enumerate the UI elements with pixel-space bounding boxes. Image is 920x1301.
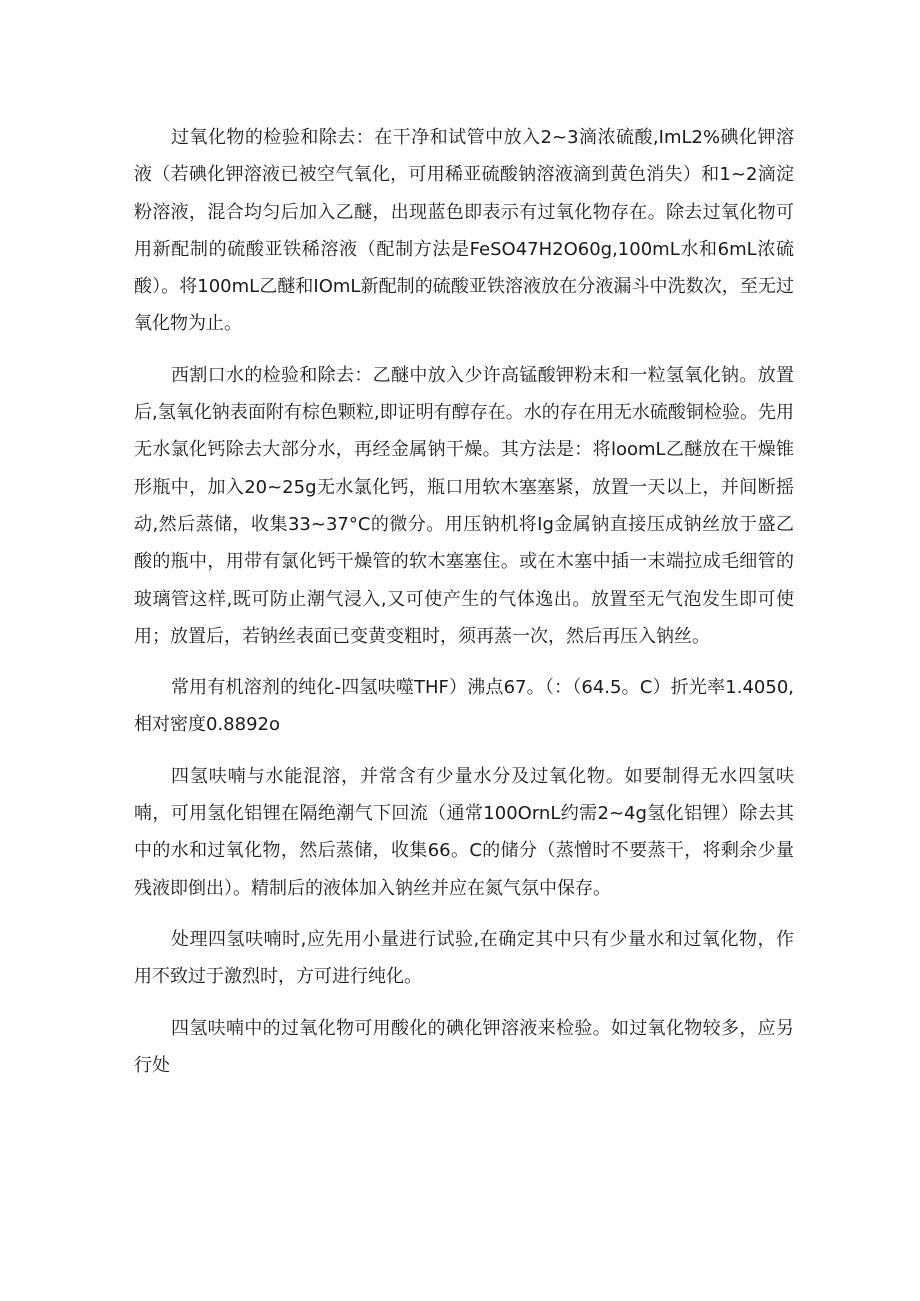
document-body — [134, 119, 794, 1084]
paragraph-thf-drying: 四氢呋喃与水能混溶，并常含有少量水分及过氧化物。如要制得无水四氢呋喃，可用氢化铝锂在隔绝潮气下回流（通常100OrnL约需2~4g氢化铝锂）除去其中的水和过氧化物，然后蒸储，收集66。C的储分（蒸憎时不要蒸干，将剩余少量残液即倒出）。精制后的液体加入钠丝并应在氮气氛中保存。 — [134, 765, 794, 899]
paragraph-thf-peroxide-test: 四氢呋喃中的过氧化物可用酸化的碘化钾溶液来检验。如过氧化物较多，应另行处 — [134, 1017, 794, 1076]
paragraph-peroxide-test: 过氧化物的检验和除去：在干净和试管中放入2~3滴浓硫酸,ImL2%碘化钾溶液（若碘化钾溶液已被空气氧化，可用稀亚硫酸钠溶液滴到黄色消失）和1~2滴淀粉溶液，混合均匀后加入乙醚，出现蓝色即表示有过氧化物存在。除去过氧化物可用新配制的硫酸亚铁稀溶液（配制方法是FeSO47H2O60g,100mL水和6mL浓硫酸）。将100mL乙醚和IOmL新配制的硫酸亚铁溶液放在分液漏斗中洗数次，至无过氧化物为止。 — [134, 127, 794, 335]
paragraph-thf-properties: 常用有机溶剂的纯化-四氢呋噬THF）沸点67。（：（64.5。C）折光率1.4050,相对密度0.8892o — [134, 677, 794, 736]
paragraph-thf-handling: 处理四氢呋喃时,应先用小量进行试验,在确定其中只有少量水和过氧化物，作用不致过于激烈时，方可进行纯化。 — [134, 928, 794, 988]
paragraph-alcohol-water-test: 西割口水的检验和除去：乙醚中放入少许高锰酸钾粉末和一粒氢氧化钠。放置后,氢氧化钠表面附有棕色颗粒,即证明有醇存在。水的存在用无水硫酸铜检验。先用无水氯化钙除去大部分水，再经金属钠干燥。其方法是：将loomL乙醚放在干燥锥形瓶中，加入20~25g无水氯化钙，瓶口用软木塞塞紧，放置一天以上，并间断摇动,然后蒸储，收集33~37°C的微分。用压钠机将Ig金属钠直接压成钠丝放于盛乙酸的瓶中，用带有氯化钙干燥管的软木塞塞住。或在木塞中插一末端拉成毛细管的玻璃管这样,既可防止潮气浸入,又可使产生的气体逸出。放置至无气泡发生即可使用；放置后，若钠丝表面已变黄变粗时，须再蒸一次，然后再压入钠丝。 — [134, 364, 794, 647]
